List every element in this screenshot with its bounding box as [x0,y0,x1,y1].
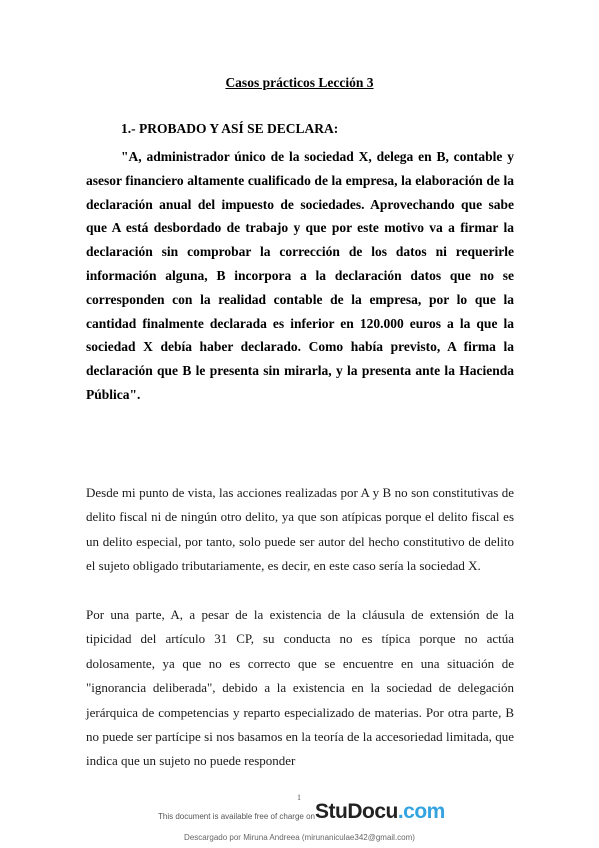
studocu-logo[interactable] [315,800,445,824]
brand-name: StuDocu [315,800,398,823]
case-quote: "A, administrador único de la sociedad X, delega en B, contable y asesor financiero altamente cualificado de la empresa, la elaboración de la declaración anual del impuesto de sociedades. Aprovechando que sabe que A está desbordado de trabajo y que por este motivo va a firmar la declaración sin comprobar la corrección de los datos ni requerirle información alguna, B incorpora a la declaración datos que no se corresponden con la realidad contable de la empresa, por lo que la cantidad finalmente declarada es inferior en 120.000 euros a la que la sociedad X debía haber declarado. Como había previsto, A firma la declaración que B le presenta sin mirarla, y la presenta ante la Hacienda Pública". [86,149,514,402]
availability-notice: This document is available free of charge on [158,812,315,821]
download-notice: Descargado por Miruna Andreea (mirunaniculae342@gmail.com) [184,833,415,842]
body-paragraph-2: Por una parte, A, a pesar de la existencia de la cláusula de extensión de la tipicidad del artículo 31 CP, su conducta no es típica porque no actúa dolosamente, ya que no es correcto que se encuentre en una situación de "ignorancia deliberada", debido a la existencia en la sociedad de delegación jerárquica de competencias y reparto especializado de materias. Por otra parte, B no puede ser partícipe si nos basamos en la teoría de la accesoriedad limitada, que indica que un sujeto no puede responder [86,607,514,769]
brand-domain: .com [397,800,445,823]
page-number: 1 [297,793,301,802]
section-heading: 1.- PROBADO Y ASÍ SE DECLARA: [121,121,339,136]
document-title: Casos prácticos Lección 3 [225,75,374,90]
body-paragraph-1: Desde mi punto de vista, las acciones realizadas por A y B no son constitutivas de delito fiscal ni de ningún otro delito, ya que son atípicas porque el delito fiscal es un delito especial, por tanto, solo puede ser autor del hecho constitutivo de delito el sujeto obligado tributariamente, es decir, en este caso sería la sociedad X. [86,485,514,574]
